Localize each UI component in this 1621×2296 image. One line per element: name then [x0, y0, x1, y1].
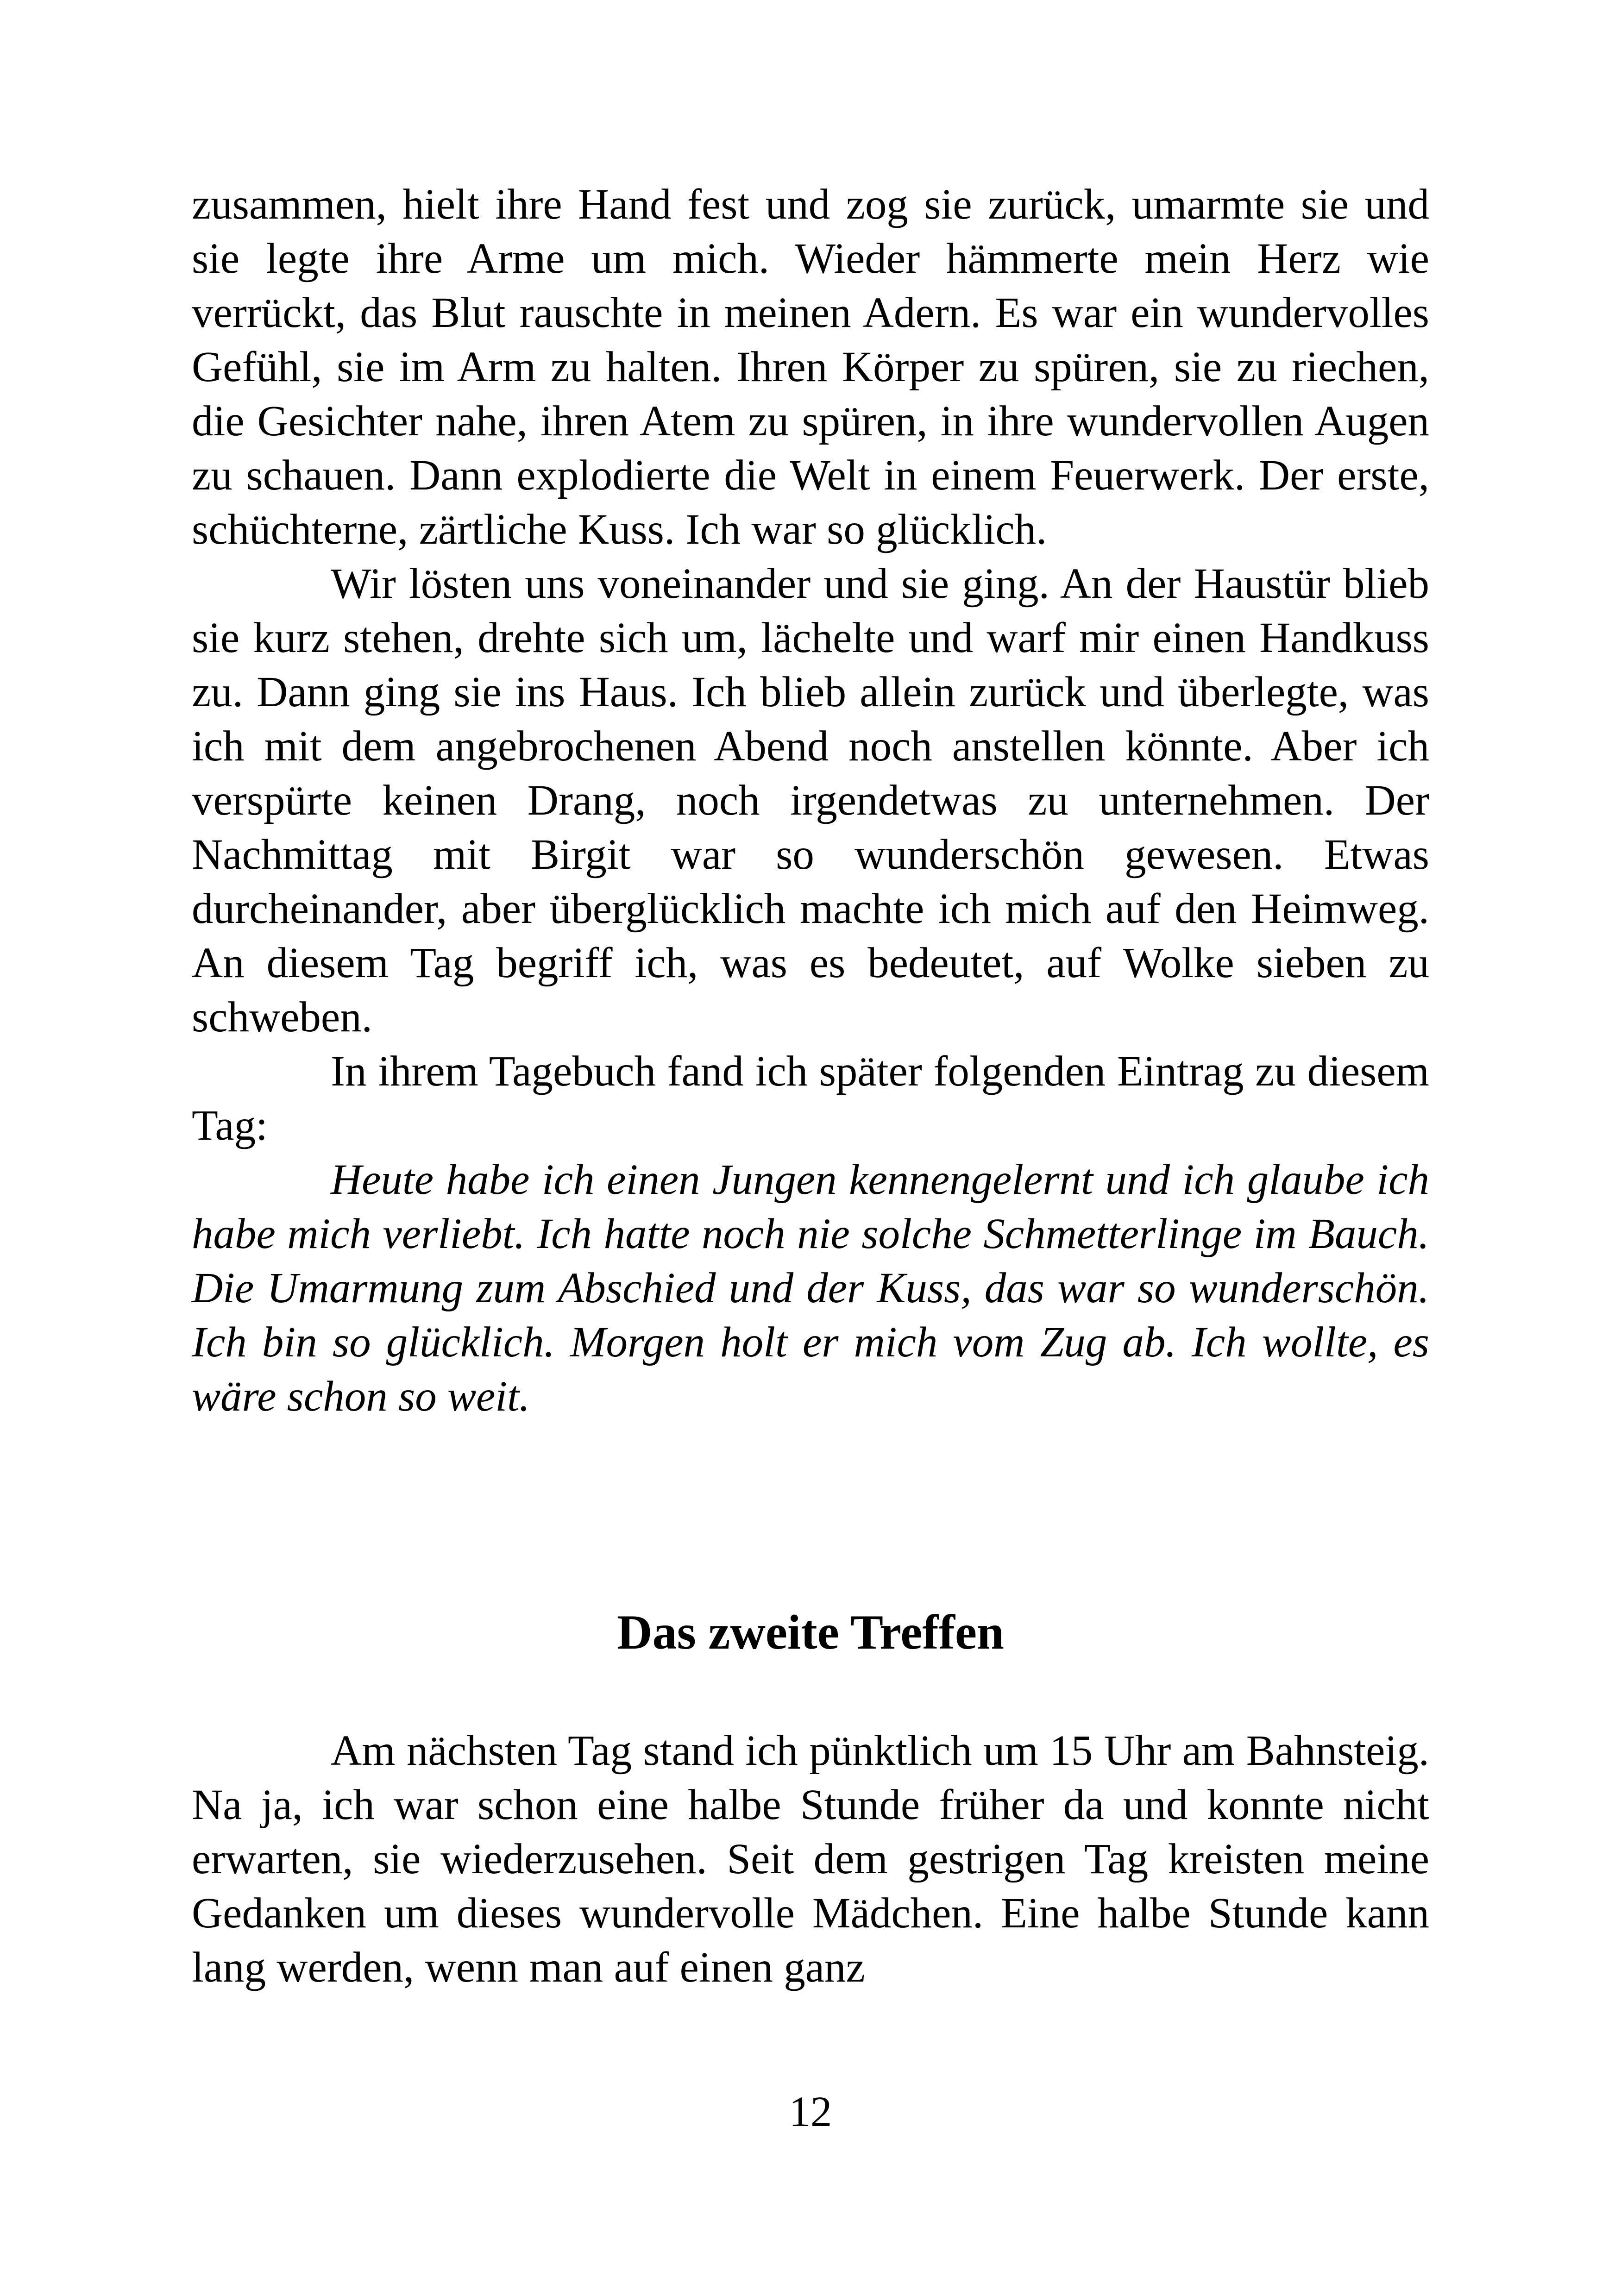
paragraph-diary-entry: Heute habe ich einen Jungen kennengelernt und ich glaube ich habe mich verliebt. Ich hatte noch nie solche Schmetterlinge im Bauch. Die Umarmung zum Abschied und der Kuss, das war so wunderschön. Ich bin so glücklich. Morgen holt er mich vom Zug ab. Ich wollte, es wäre schon so weit.: [192, 1156, 1429, 1420]
page-number: 12: [789, 2088, 832, 2136]
paragraph-continuation: zusammen, hielt ihre Hand fest und zog sie zurück, umarmte sie und sie legte ihre Arme um mich. Wieder hämmerte mein Herz wie verrückt, das Blut rauschte in meinen Adern. Es war ein wundervolles Gefühl, sie im Arm zu halten. Ihren Körper zu spüren, sie zu riechen, die Gesichter nahe, ihren Atem zu spüren, in ihre wundervollen Augen zu schauen. Dann explodierte die Welt in einem Feuerwerk. Der erste, schüchterne, zärtliche Kuss. Ich war so glücklich.: [192, 181, 1429, 553]
chapter-heading: Das zweite Treffen: [617, 1605, 1004, 1659]
paragraph-farewell: Wir lösten uns voneinander und sie ging. An der Haustür blieb sie kurz stehen, drehte sich um, lächelte und warf mir einen Handkuss zu. Dann ging sie ins Haus. Ich blieb allein zurück und überlegte, was ich mit dem angebrochenen Abend noch anstellen könnte. Aber ich verspürte keinen Drang, noch irgendetwas zu unternehmen. Der Nachmittag mit Birgit war so wunderschön gewesen. Etwas durcheinander, aber überglücklich machte ich mich auf den Heimweg. An diesem Tag begriff ich, was es bedeutet, auf Wolke sieben zu schweben.: [192, 560, 1429, 1041]
body-text-top: [192, 177, 1429, 1424]
paragraph-diary-intro: In ihrem Tagebuch fand ich später folgenden Eintrag zu diesem Tag:: [192, 1048, 1429, 1149]
paragraph-chapter-start: Am nächsten Tag stand ich pünktlich um 15 Uhr am Bahnsteig. Na ja, ich war schon eine halbe Stunde früher da und konnte nicht erwarten, sie wiederzusehen. Seit dem gestrigen Tag kreisten meine Gedanken um dieses wundervolle Mädchen. Eine halbe Stunde kann lang werden, wenn man auf einen ganz: [192, 1727, 1429, 1991]
body-text-bottom: [192, 1724, 1429, 1995]
